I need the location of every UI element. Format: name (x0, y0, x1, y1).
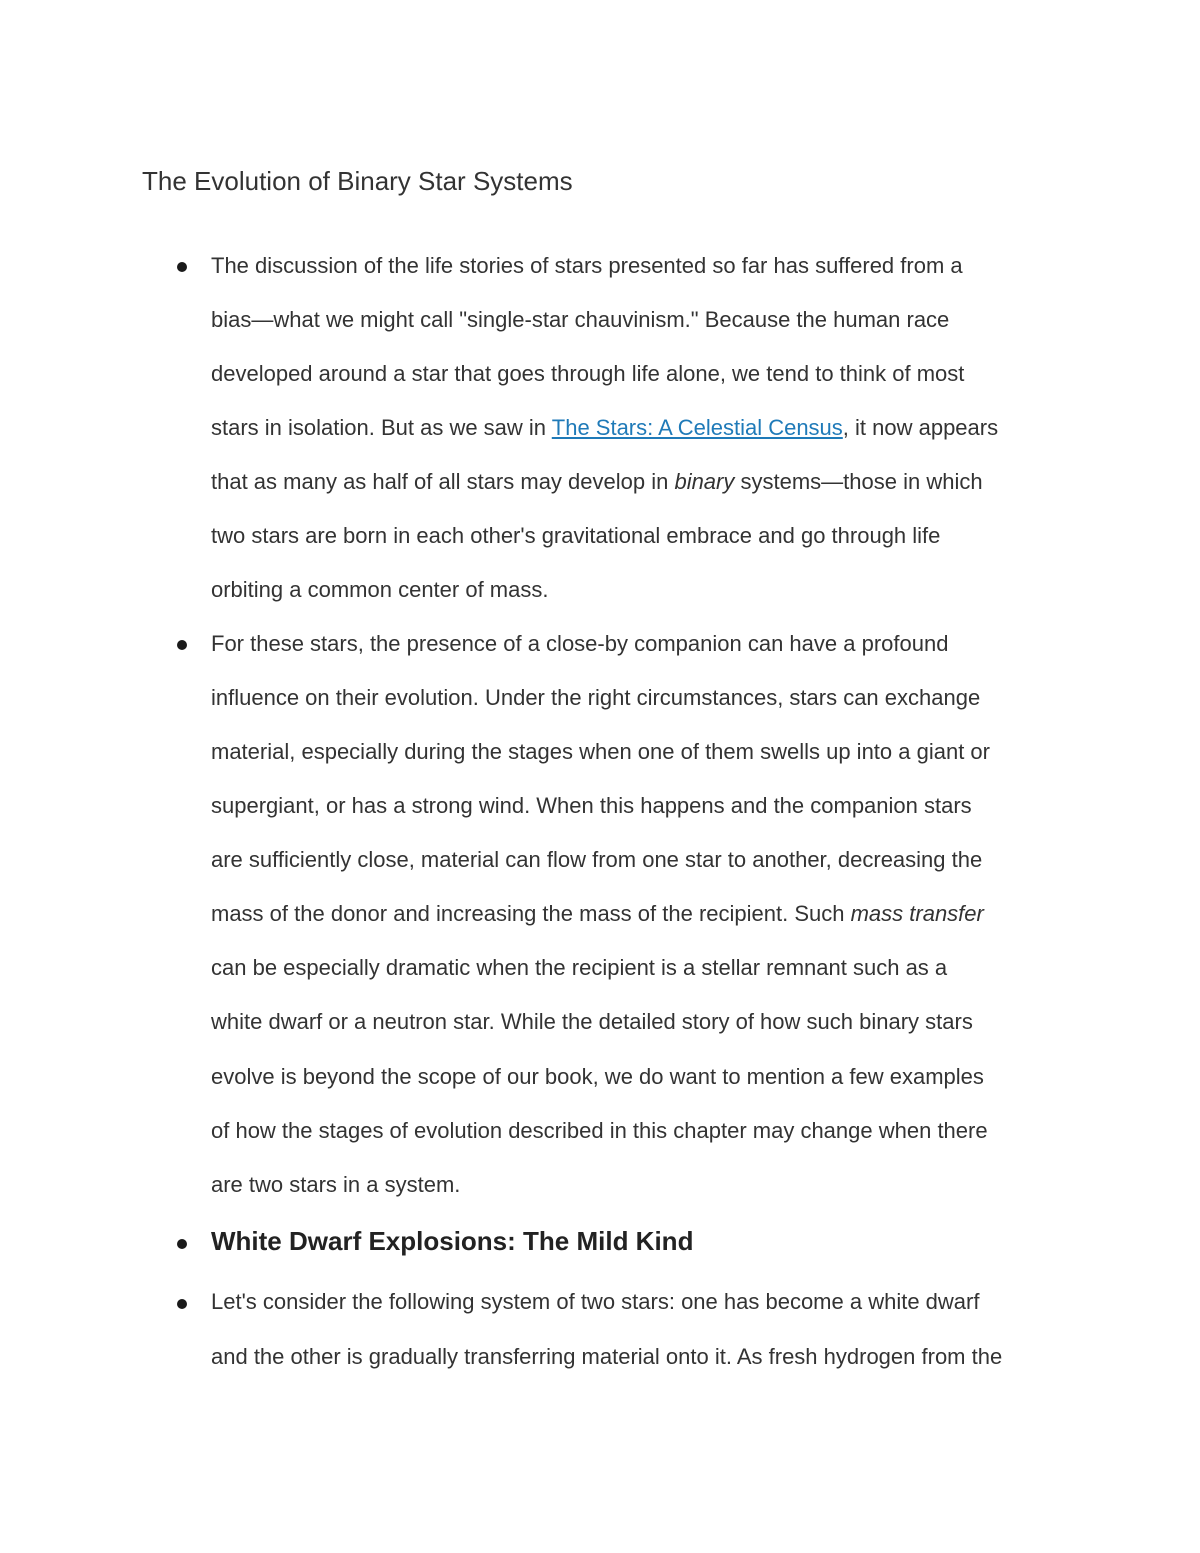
bullet-icon (177, 1299, 187, 1309)
bullet-icon (177, 1239, 187, 1249)
emphasis-binary: binary (674, 469, 735, 494)
text-line: Let's consider the following system of two stars: one has become a white dwarf (211, 1289, 980, 1314)
text-line: material, especially during the stages when one of them swells up into a giant or (211, 739, 990, 764)
text-line: bias—what we might call "single-star chauvinism." Because the human race (211, 307, 950, 332)
text-span: stars in isolation. But as we saw in (211, 415, 552, 440)
census-link[interactable]: The Stars: A Celestial Census (551, 415, 843, 440)
text-span: mass of the donor and increasing the mass of the recipient. Such (211, 901, 851, 926)
bullet-icon (177, 640, 187, 650)
text-line: white dwarf or a neutron star. While the detailed story of how such binary stars (211, 1009, 973, 1034)
text-span: systems—those in which (734, 469, 983, 494)
text-line (211, 899, 984, 929)
text-line: For these stars, the presence of a close-by companion can have a profound (211, 631, 949, 656)
text-line: The discussion of the life stories of stars presented so far has suffered from a (211, 253, 963, 278)
text-line: two stars are born in each other's gravitational embrace and go through life (211, 523, 941, 548)
text-span: , it now appears (842, 415, 999, 440)
text-line: are sufficiently close, material can flow from one star to another, decreasing the (211, 847, 983, 872)
text-line: can be especially dramatic when the recipient is a stellar remnant such as a (211, 955, 948, 980)
text-line (211, 467, 983, 497)
text-span: that as many as half of all stars may develop in (211, 469, 675, 494)
emphasis-mass-transfer: mass transfer (850, 901, 984, 926)
text-line: of how the stages of evolution described in this chapter may change when there (211, 1118, 988, 1143)
section-heading: White Dwarf Explosions: The Mild Kind (211, 1226, 694, 1256)
text-line: influence on their evolution. Under the right circumstances, stars can exchange (211, 685, 981, 710)
text-line: are two stars in a system. (211, 1172, 461, 1197)
text-line (211, 413, 998, 443)
bullet-icon (177, 262, 187, 272)
text-line: supergiant, or has a strong wind. When this happens and the companion stars (211, 793, 972, 818)
text-line: orbiting a common center of mass. (211, 577, 549, 602)
text-line: developed around a star that goes through life alone, we tend to think of most (211, 361, 965, 386)
text-line: evolve is beyond the scope of our book, we do want to mention a few examples (211, 1064, 984, 1089)
document-title: The Evolution of Binary Star Systems (142, 166, 573, 196)
text-line: and the other is gradually transferring material onto it. As fresh hydrogen from the (211, 1344, 1003, 1369)
